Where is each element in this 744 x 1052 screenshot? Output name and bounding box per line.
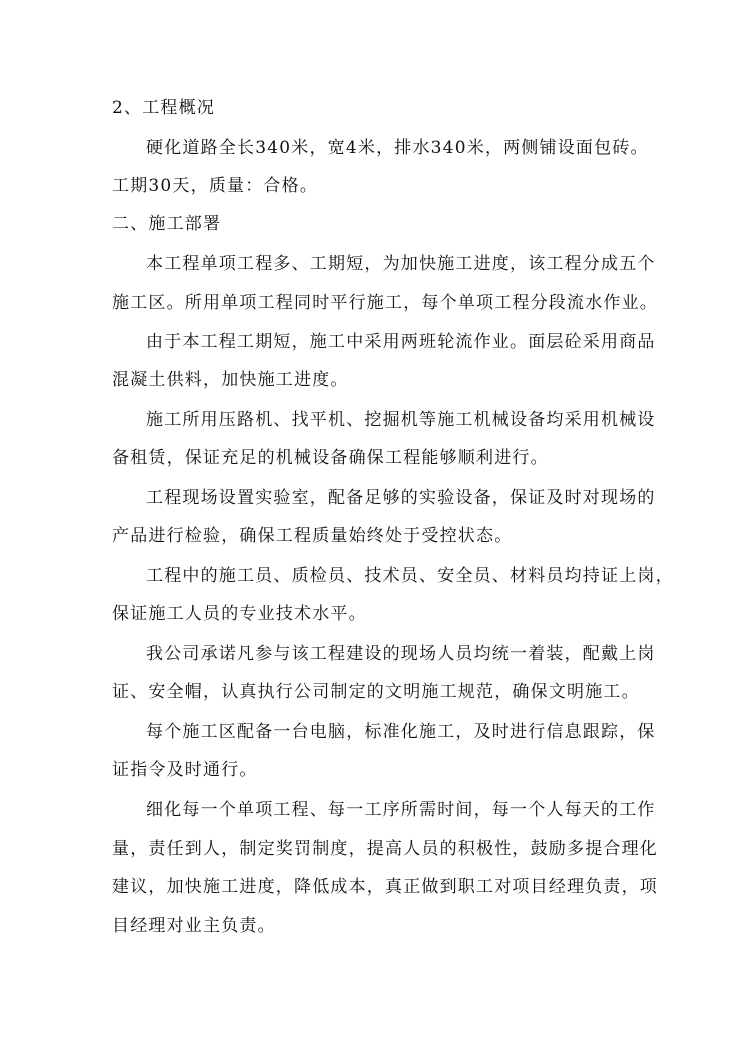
paragraph-line: 我公司承诺凡参与该工程建设的现场人员均统一着装，配戴上岗: [146, 644, 656, 664]
paragraph-line: 备租赁，保证充足的机械设备确保工程能够顺利进行。: [112, 448, 549, 468]
paragraph-line: 施工区。所用单项工程同时平行施工，每个单项工程分段流水作业。: [112, 293, 658, 313]
paragraph-line: 工期30天，质量：合格。: [112, 176, 319, 196]
paragraph-line: 细化每一个单项工程、每一工序所需时间，每一个人每天的工作: [146, 800, 656, 820]
paragraph-line: 每个施工区配备一台电脑，标准化施工，及时进行信息跟踪，保: [146, 722, 656, 742]
paragraph-line: 混凝土供料，加快施工进度。: [112, 370, 349, 390]
section-heading-project-overview: 2、工程概况: [112, 98, 216, 118]
paragraph-line: 证、安全帽，认真执行公司制定的文明施工规范，确保文明施工。: [112, 682, 640, 702]
paragraph-line: 产品进行检验，确保工程质量始终处于受控状态。: [112, 526, 513, 546]
paragraph-line: 施工所用压路机、找平机、挖掘机等施工机械设备均采用机械设: [146, 410, 656, 430]
paragraph-line: 量，责任到人，制定奖罚制度，提高人员的积极性，鼓励多提合理化: [112, 839, 658, 859]
paragraph-line: 建议，加快施工进度，降低成本，真正做到职工对项目经理负责，项: [112, 877, 658, 897]
paragraph-line: 由于本工程工期短，施工中采用两班轮流作业。面层砼采用商品: [146, 332, 656, 352]
paragraph-line: 硬化道路全长340米，宽4米，排水340米，两侧铺设面包砖。: [146, 138, 649, 158]
paragraph-line: 工程现场设置实验室，配备足够的实验设备，保证及时对现场的: [146, 488, 656, 508]
paragraph-line: 工程中的施工员、质检员、技术员、安全员、材料员均持证上岗，: [146, 566, 674, 586]
paragraph-line: 证指令及时通行。: [112, 760, 258, 780]
paragraph-line: 目经理对业主负责。: [112, 916, 276, 936]
paragraph-line: 保证施工人员的专业技术水平。: [112, 604, 367, 624]
paragraph-line: 本工程单项工程多、工期短，为加快施工进度，该工程分成五个: [146, 254, 656, 274]
section-heading-construction-deployment: 二、施工部署: [112, 214, 222, 234]
